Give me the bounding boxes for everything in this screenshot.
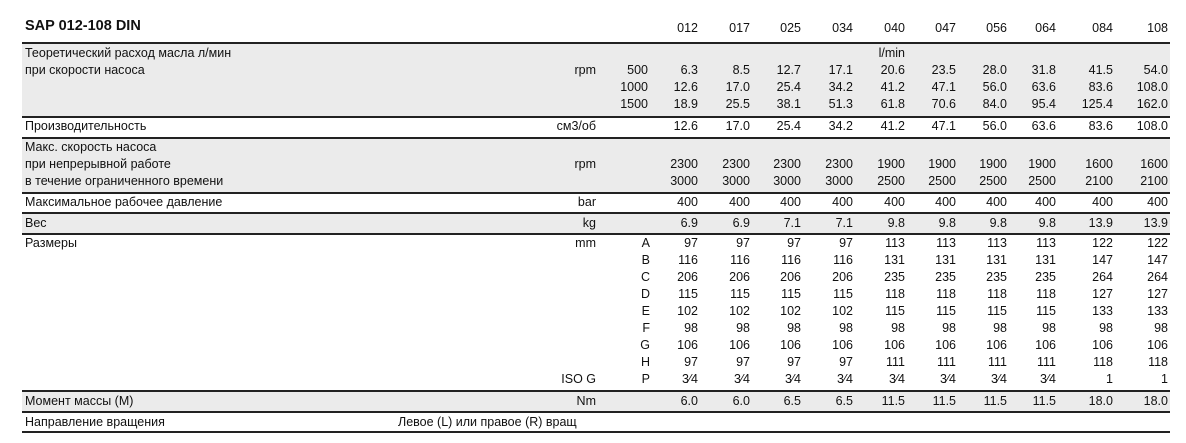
table-cell: 18.9 <box>673 97 698 111</box>
table-cell: 51.3 <box>828 97 853 111</box>
table-cell: 235 <box>935 270 956 284</box>
model-header: 108 <box>1147 21 1168 35</box>
table-cell: 83.6 <box>1088 80 1113 94</box>
row-label: Макс. скорость насоса <box>25 140 157 154</box>
table-cell: 106 <box>1092 338 1113 352</box>
table-cell: 264 <box>1147 270 1168 284</box>
table-cell: 12.6 <box>673 80 698 94</box>
table-cell: 17.0 <box>725 119 750 133</box>
row-divider <box>22 431 1170 433</box>
table-cell: 38.1 <box>776 97 801 111</box>
table-cell: 6.9 <box>680 216 698 230</box>
table-cell: 98 <box>1042 321 1056 335</box>
table-cell: 113 <box>1036 236 1056 250</box>
table-cell: 3000 <box>722 174 750 188</box>
table-cell: 56.0 <box>982 119 1007 133</box>
dimension-letter: E <box>641 304 650 318</box>
table-cell: 98 <box>736 321 750 335</box>
speed-value: 1000 <box>620 80 648 94</box>
table-cell: 400 <box>1147 195 1168 209</box>
table-cell: 1900 <box>928 157 956 171</box>
table-cell: 400 <box>780 195 801 209</box>
table-cell: 3⁄4 <box>837 372 853 386</box>
table-cell: 98 <box>1154 321 1168 335</box>
table-cell: 133 <box>1147 304 1168 318</box>
row-label: при скорости насоса <box>25 63 145 77</box>
table-cell: 147 <box>1147 253 1168 267</box>
row-divider <box>22 411 1170 413</box>
table-cell: 122 <box>1092 236 1113 250</box>
table-cell: 95.4 <box>1031 97 1056 111</box>
table-cell: 70.6 <box>931 97 956 111</box>
table-cell: 113 <box>936 236 956 250</box>
table-cell: 97 <box>839 355 853 369</box>
table-cell: 102 <box>780 304 801 318</box>
model-header: 034 <box>832 21 853 35</box>
table-cell: 106 <box>832 338 853 352</box>
table-cell: 25.5 <box>725 97 750 111</box>
table-cell: 115 <box>987 304 1007 318</box>
table-cell: 162.0 <box>1136 97 1168 111</box>
table-cell: 3000 <box>825 174 853 188</box>
table-cell: 34.2 <box>828 119 853 133</box>
table-cell: 206 <box>832 270 853 284</box>
table-cell: 2500 <box>928 174 956 188</box>
table-cell: 13.9 <box>1143 216 1168 230</box>
table-cell: 9.8 <box>938 216 956 230</box>
table-cell: 83.6 <box>1088 119 1113 133</box>
table-cell: 41.2 <box>880 80 905 94</box>
table-cell: 41.2 <box>880 119 905 133</box>
table-cell: 98 <box>891 321 905 335</box>
table-cell: 17.0 <box>725 80 750 94</box>
table-cell: 25.4 <box>776 80 801 94</box>
table-cell: 3⁄4 <box>785 372 801 386</box>
table-cell: 47.1 <box>931 80 956 94</box>
table-cell: 97 <box>684 355 698 369</box>
table-cell: 98 <box>993 321 1007 335</box>
table-cell: 56.0 <box>982 80 1007 94</box>
table-cell: 235 <box>884 270 905 284</box>
table-cell: 118 <box>885 287 905 301</box>
table-cell: 7.1 <box>835 216 853 230</box>
table-cell: 3000 <box>773 174 801 188</box>
table-cell: 116 <box>781 253 801 267</box>
table-cell: 1900 <box>1028 157 1056 171</box>
table-cell: 6.3 <box>680 63 698 77</box>
model-header: 040 <box>884 21 905 35</box>
table-cell: 17.1 <box>828 63 853 77</box>
model-header: 012 <box>677 21 698 35</box>
table-cell: 6.5 <box>835 394 853 408</box>
speed-value: 500 <box>627 63 648 77</box>
row-unit: rpm <box>574 157 596 171</box>
table-cell: 133 <box>1092 304 1113 318</box>
table-cell: 6.0 <box>680 394 698 408</box>
table-cell: 116 <box>833 253 853 267</box>
dimension-letter: P <box>641 372 650 386</box>
table-cell: 102 <box>677 304 698 318</box>
table-cell: 2300 <box>670 157 698 171</box>
row-divider <box>22 212 1170 214</box>
table-cell: 9.8 <box>887 216 905 230</box>
table-cell: 2500 <box>877 174 905 188</box>
table-cell: 1900 <box>979 157 1007 171</box>
row-label: Производительность <box>25 119 147 133</box>
table-cell: 115 <box>885 304 905 318</box>
row-divider <box>22 137 1170 139</box>
table-cell: 98 <box>684 321 698 335</box>
table-cell: 7.1 <box>783 216 801 230</box>
page-title: SAP 012-108 DIN <box>25 18 141 34</box>
table-cell: 97 <box>787 355 801 369</box>
table-cell: 102 <box>832 304 853 318</box>
table-cell: 28.0 <box>982 63 1007 77</box>
table-cell: 2300 <box>722 157 750 171</box>
row-unit-iso: ISO G <box>561 372 596 386</box>
row-unit: Nm <box>576 394 596 408</box>
table-cell: 6.9 <box>732 216 750 230</box>
table-cell: 3⁄4 <box>734 372 750 386</box>
table-cell: 23.5 <box>931 63 956 77</box>
row-unit: rpm <box>574 63 596 77</box>
table-cell: 2100 <box>1085 174 1113 188</box>
table-cell: 116 <box>730 253 750 267</box>
table-cell: 63.6 <box>1031 119 1056 133</box>
table-cell: 25.4 <box>776 119 801 133</box>
table-cell: 3⁄4 <box>1040 372 1056 386</box>
table-cell: 97 <box>736 236 750 250</box>
table-cell: 18.0 <box>1088 394 1113 408</box>
row-divider <box>22 390 1170 392</box>
table-cell: 118 <box>1093 355 1113 369</box>
sub-unit-label: l/min <box>878 46 905 60</box>
table-cell: 131 <box>884 253 905 267</box>
model-header: 025 <box>780 21 801 35</box>
row-note: Левое (L) или правое (R) вращ <box>398 415 577 429</box>
table-cell: 3000 <box>670 174 698 188</box>
model-header: 064 <box>1035 21 1056 35</box>
table-cell: 111 <box>1036 355 1056 369</box>
table-cell: 1 <box>1106 372 1113 386</box>
table-cell: 127 <box>1147 287 1168 301</box>
table-cell: 2100 <box>1140 174 1168 188</box>
table-cell: 12.7 <box>776 63 801 77</box>
row-label: Размеры <box>25 236 77 250</box>
dimension-letter: D <box>640 287 650 301</box>
row-label: Направление вращения <box>25 415 165 429</box>
table-cell: 106 <box>729 338 750 352</box>
table-cell: 106 <box>780 338 801 352</box>
table-cell: 235 <box>1035 270 1056 284</box>
table-cell: 206 <box>729 270 750 284</box>
table-cell: 47.1 <box>931 119 956 133</box>
table-cell: 13.9 <box>1088 216 1113 230</box>
table-cell: 34.2 <box>828 80 853 94</box>
table-cell: 3⁄4 <box>991 372 1007 386</box>
table-cell: 115 <box>833 287 853 301</box>
table-cell: 115 <box>730 287 750 301</box>
table-cell: 98 <box>1099 321 1113 335</box>
table-cell: 108.0 <box>1136 119 1168 133</box>
table-cell: 3⁄4 <box>940 372 956 386</box>
table-cell: 400 <box>1035 195 1056 209</box>
table-cell: 118 <box>987 287 1007 301</box>
table-cell: 11.5 <box>983 394 1007 408</box>
table-cell: 102 <box>729 304 750 318</box>
table-cell: 113 <box>987 236 1007 250</box>
row-unit: kg <box>582 216 596 230</box>
table-cell: 118 <box>1148 355 1168 369</box>
table-cell: 2500 <box>979 174 1007 188</box>
table-cell: 31.8 <box>1031 63 1056 77</box>
row-label: при непрерывной работе <box>25 157 171 171</box>
table-cell: 11.5 <box>881 394 905 408</box>
table-cell: 400 <box>935 195 956 209</box>
table-cell: 1900 <box>877 157 905 171</box>
model-header: 017 <box>729 21 750 35</box>
table-cell: 113 <box>885 236 905 250</box>
table-cell: 235 <box>986 270 1007 284</box>
table-cell: 97 <box>736 355 750 369</box>
row-label: Момент массы (M) <box>25 394 134 408</box>
table-cell: 18.0 <box>1143 394 1168 408</box>
table-cell: 125.4 <box>1081 97 1113 111</box>
table-cell: 131 <box>935 253 956 267</box>
dimension-letter: B <box>641 253 650 267</box>
table-cell: 115 <box>936 304 956 318</box>
dimension-letter: C <box>640 270 650 284</box>
table-cell: 97 <box>839 236 853 250</box>
table-cell: 98 <box>942 321 956 335</box>
table-cell: 11.5 <box>932 394 956 408</box>
table-cell: 400 <box>1092 195 1113 209</box>
table-cell: 63.6 <box>1031 80 1056 94</box>
model-header: 056 <box>986 21 1007 35</box>
table-cell: 3⁄4 <box>889 372 905 386</box>
table-cell: 206 <box>677 270 698 284</box>
table-cell: 400 <box>986 195 1007 209</box>
model-header: 047 <box>935 21 956 35</box>
row-divider <box>22 42 1170 44</box>
table-cell: 106 <box>1035 338 1056 352</box>
table-cell: 400 <box>832 195 853 209</box>
table-cell: 400 <box>677 195 698 209</box>
table-cell: 115 <box>678 287 698 301</box>
table-cell: 6.5 <box>783 394 801 408</box>
table-cell: 400 <box>729 195 750 209</box>
table-cell: 264 <box>1092 270 1113 284</box>
table-cell: 106 <box>986 338 1007 352</box>
row-label: Теоретический расход масла л/мин <box>25 46 232 60</box>
table-cell: 1 <box>1161 372 1168 386</box>
table-cell: 115 <box>781 287 801 301</box>
table-cell: 2500 <box>1028 174 1056 188</box>
table-cell: 111 <box>987 355 1007 369</box>
table-cell: 6.0 <box>732 394 750 408</box>
table-cell: 127 <box>1092 287 1113 301</box>
table-cell: 206 <box>780 270 801 284</box>
table-cell: 147 <box>1092 253 1113 267</box>
table-cell: 98 <box>787 321 801 335</box>
table-cell: 131 <box>1035 253 1056 267</box>
table-cell: 106 <box>935 338 956 352</box>
table-cell: 20.6 <box>880 63 905 77</box>
table-cell: 1600 <box>1140 157 1168 171</box>
table-cell: 106 <box>1147 338 1168 352</box>
table-cell: 61.8 <box>880 97 905 111</box>
dimension-letter: H <box>640 355 650 369</box>
table-cell: 111 <box>885 355 905 369</box>
table-cell: 11.5 <box>1032 394 1056 408</box>
dimension-letter: G <box>640 338 650 352</box>
table-cell: 84.0 <box>982 97 1007 111</box>
table-cell: 115 <box>1036 304 1056 318</box>
row-label: Максимальное рабочее давление <box>25 195 223 209</box>
row-label: Вес <box>25 216 47 230</box>
table-cell: 9.8 <box>989 216 1007 230</box>
table-cell: 3⁄4 <box>682 372 698 386</box>
table-cell: 9.8 <box>1038 216 1056 230</box>
table-cell: 116 <box>678 253 698 267</box>
table-cell: 111 <box>936 355 956 369</box>
table-cell: 2300 <box>825 157 853 171</box>
table-cell: 8.5 <box>732 63 750 77</box>
table-cell: 12.6 <box>673 119 698 133</box>
table-cell: 97 <box>787 236 801 250</box>
row-label: в течение ограниченного времени <box>25 174 224 188</box>
table-cell: 106 <box>884 338 905 352</box>
table-cell: 122 <box>1147 236 1168 250</box>
table-cell: 108.0 <box>1136 80 1168 94</box>
table-cell: 97 <box>684 236 698 250</box>
table-cell: 98 <box>839 321 853 335</box>
table-cell: 106 <box>677 338 698 352</box>
table-cell: 400 <box>884 195 905 209</box>
row-unit: bar <box>577 195 596 209</box>
row-unit: mm <box>575 236 596 250</box>
table-cell: 54.0 <box>1143 63 1168 77</box>
table-cell: 1600 <box>1085 157 1113 171</box>
table-cell: 118 <box>1036 287 1056 301</box>
speed-value: 1500 <box>620 97 648 111</box>
table-cell: 41.5 <box>1088 63 1113 77</box>
model-header: 084 <box>1092 21 1113 35</box>
table-cell: 118 <box>936 287 956 301</box>
row-unit: см3/об <box>556 119 596 133</box>
table-cell: 2300 <box>773 157 801 171</box>
dimension-letter: F <box>642 321 650 335</box>
dimension-letter: A <box>641 236 650 250</box>
table-cell: 131 <box>986 253 1007 267</box>
